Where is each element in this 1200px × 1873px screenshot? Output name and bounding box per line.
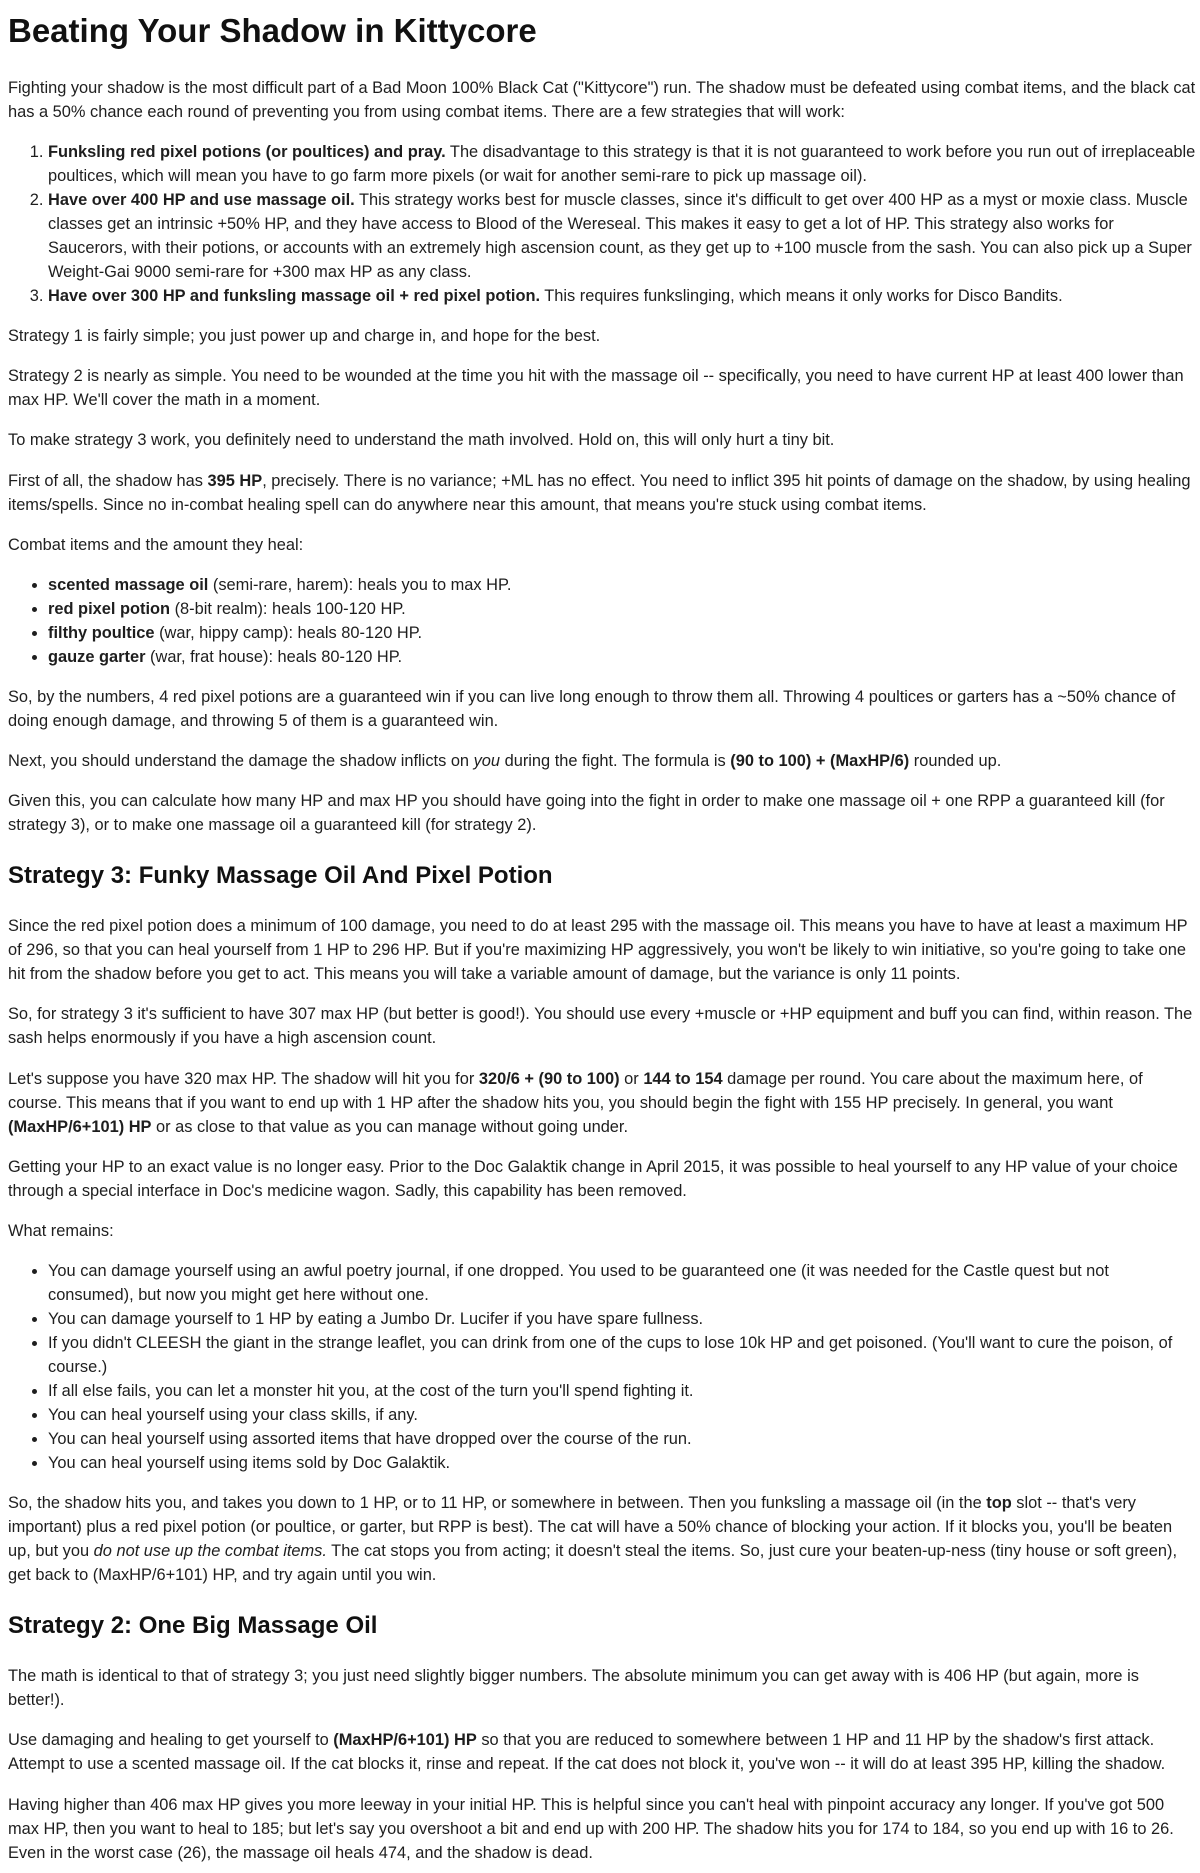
- strategy2-leeway: Having higher than 406 max HP gives you more leeway in your initial HP. This is helpful since you can't heal with pinpoint accuracy any longer. If you've got 500 max HP, then you want to heal to 185; but let's say you overshoot a bit and end up with 200 HP. The shadow hits you for 174 to 184, so you end up with 16 to 26. Even in the worst case (26), the massage oil heals 474, and the shadow is dead.: [8, 1795, 1174, 1862]
- strategy1-note: Strategy 1 is fairly simple; you just power up and charge in, and hope for the best.: [8, 326, 601, 345]
- procedure-text: So, the shadow hits you, and takes you down to 1 HP, or to 11 HP, or somewhere in between. Then you funksling a massage oil (in the: [8, 1494, 987, 1513]
- example-target-hp: (MaxHP/6+101) HP: [8, 1117, 152, 1136]
- strategy-detail: This requires funkslinging, which means it only works for Disco Bandits.: [540, 286, 1063, 305]
- combat-item: [48, 645, 1196, 669]
- combat-item: [48, 621, 1196, 645]
- example-text: damage per round. You care about the maximum here, of course. This means that if you want to end up with 1 HP after the shadow hits you, you should begin the fight with 155 HP precisely. In general, you want: [8, 1069, 1143, 1112]
- damage-formula: (90 to 100) + (MaxHP/6): [730, 752, 910, 771]
- damage-formula-paragraph: [8, 749, 1196, 773]
- strategy3-example: [8, 1067, 1196, 1139]
- combat-item-name: filthy poultice: [48, 623, 155, 642]
- damage-formula-emphasis: you: [473, 752, 501, 771]
- combat-item: [48, 597, 1196, 621]
- combat-item-name: gauze garter: [48, 647, 146, 666]
- strategy2-note: Strategy 2 is nearly as simple. You need to be wounded at the time you hit with the massage oil -- specifically, you need to have current HP at least 400 lower than max HP. We'll cover the math in a moment.: [8, 367, 1184, 410]
- strategy-detail: This strategy works best for muscle classes, since it's difficult to get over 400 HP as a myst or moxie class. Muscle classes get an intrinsic +50% HP, and they have access to Blood of the Wereseal. This makes it easy to get a lot of HP. This strategy also works for Saucerors, with their potions, or accounts with an extremely high ascension count, as they get up to +100 muscle from the sash. You can also pick up a Super Weight-Gai 9000 semi-rare for +300 max HP as any class.: [48, 190, 1192, 281]
- combat-item: [48, 573, 1196, 597]
- strategy-summary: Have over 400 HP and use massage oil.: [48, 190, 355, 209]
- hp-option: • You can heal yourself using your class skills, if any.: [48, 1403, 1196, 1427]
- example-text: or: [619, 1069, 644, 1088]
- damage-formula-text-middle: during the fight. The formula is: [500, 752, 731, 771]
- combat-item-name: scented massage oil: [48, 575, 209, 594]
- procedure-text: Use damaging and healing to get yourself to: [8, 1731, 334, 1750]
- combat-item-detail: (8-bit realm): heals 100-120 HP.: [170, 599, 406, 618]
- hp-option: • You can heal yourself using items sold by Doc Galaktik.: [48, 1451, 1196, 1475]
- example-calc: 320/6 + (90 to 100): [478, 1069, 620, 1088]
- combat-item-detail: (war, hippy camp): heals 80-120 HP.: [154, 623, 423, 642]
- strategy-item-2: [48, 188, 1196, 284]
- page-title: Beating Your Shadow in Kittycore: [8, 12, 537, 49]
- shadow-hp-text-before: First of all, the shadow has: [8, 471, 208, 490]
- strategy2-procedure: [8, 1728, 1196, 1776]
- strategy-item-3: [48, 284, 1196, 308]
- strategy-list: [8, 140, 1196, 308]
- hp-option: • If you didn't CLEESH the giant in the strange leaflet, you can drink from one of the cups to lose 10k HP and get poisoned. (You'll want to cure the poison, of course.): [48, 1331, 1196, 1379]
- procedure-text: slot -- that's very important) plus a red pixel potion (or poultice, or garter, but RPP is best). The cat will have a 50% chance of blocking your action. If it blocks you, you'll be beaten up, but you: [8, 1494, 1173, 1561]
- strategy3-procedure: [8, 1491, 1196, 1587]
- numbers-summary: So, by the numbers, 4 red pixel potions are a guaranteed win if you can live long enough to throw them all. Throwing 4 poultices or garters has a ~50% chance of doing enough damage, and throwing 5 of them is a guaranteed win.: [8, 688, 1176, 731]
- hp-option: • You can damage yourself to 1 HP by eating a Jumbo Dr. Lucifer if you have spare fullness.: [48, 1307, 1196, 1331]
- hp-option: • You can damage yourself using an awful poetry journal, if one dropped. You used to be guaranteed one (it was needed for the Castle quest but not consumed), but now you might get here without one.: [48, 1259, 1196, 1307]
- strategy2-heading: Strategy 2: One Big Massage Oil: [8, 1611, 378, 1639]
- remains-intro: What remains:: [8, 1222, 114, 1240]
- strategy3-minimum: Since the red pixel potion does a minimum of 100 damage, you need to do at least 295 with the massage oil. This means you have to have at least a maximum HP of 296, so that you can heal yourself from 1 HP to 296 HP. But if you're maximizing HP aggressively, you won't be likely to win initiative, so you're going to take one hit from the shadow before you get to act. This means you will take a variable amount of damage, but the variance is only 11 points.: [8, 917, 1188, 984]
- procedure-text: so that you are reduced to somewhere between 1 HP and 11 HP by the shadow's first attack. Attempt to use a scented massage oil. If the cat blocks it, rinse and repeat. If the cat does not block it, you've won -- it will do at least 395 HP, killing the shadow.: [8, 1731, 1166, 1774]
- combat-item-name: red pixel potion: [48, 599, 171, 618]
- hp-options-list: [8, 1259, 1196, 1475]
- intro-paragraph: Fighting your shadow is the most difficult part of a Bad Moon 100% Black Cat ("Kittycore") run. The shadow must be defeated using combat items, and the black cat has a 50% chance each round of preventing you from using combat items. There are a few strategies that will work:: [8, 78, 1196, 121]
- combat-items-list: [8, 573, 1196, 669]
- strategy2-minimum: The math is identical to that of strategy 3; you just need slightly bigger numbers. The absolute minimum you can get away with is 406 HP (but again, more is better!).: [8, 1667, 1139, 1710]
- shadow-hp-value: 395 HP: [207, 471, 263, 490]
- hp-option: • If all else fails, you can let a monster hit you, at the cost of the turn you'll spend fighting it.: [48, 1379, 1196, 1403]
- hp-option: • You can heal yourself using assorted items that have dropped over the course of the run.: [48, 1427, 1196, 1451]
- shadow-hp-text-after: , precisely. There is no variance; +ML has no effect. You need to inflict 395 hit points of damage on the shadow, by using healing items/spells. Since no in-combat healing spell can do anywhere near this amount, that means you're stuck using combat items.: [8, 471, 1191, 514]
- exact-hp-paragraph: Getting your HP to an exact value is no longer easy. Prior to the Doc Galaktik change in April 2015, it was possible to heal yourself to any HP value of your choice through a special interface in Doc's medicine wagon. Sadly, this capability has been removed.: [8, 1157, 1178, 1200]
- example-text: Let's suppose you have 320 max HP. The shadow will hit you for: [8, 1069, 479, 1088]
- strategy3-heading: Strategy 3: Funky Massage Oil And Pixel Potion: [8, 861, 553, 889]
- strategy3-sufficient: So, for strategy 3 it's sufficient to have 307 max HP (but better is good!). You should use every +muscle or +HP equipment and buff you can find, within reason. The sash helps enormously if you have a high ascension count.: [8, 1005, 1193, 1048]
- combat-item-detail: (semi-rare, harem): heals you to max HP.: [208, 575, 512, 594]
- example-range: 144 to 154: [643, 1069, 723, 1088]
- strategy-item-1: [48, 140, 1196, 188]
- damage-formula-text-after: rounded up.: [909, 752, 1002, 771]
- strategy-summary: Have over 300 HP and funksling massage oil + red pixel potion.: [48, 286, 541, 305]
- calculation-note: Given this, you can calculate how many HP and max HP you should have going into the fight in order to make one massage oil + one RPP a guaranteed kill (for strategy 3), or to make one massage oil a guaranteed kill (for strategy 2).: [8, 792, 1165, 835]
- combat-item-detail: (war, frat house): heals 80-120 HP.: [145, 647, 403, 666]
- combat-items-intro: Combat items and the amount they heal:: [8, 535, 304, 554]
- example-text: or as close to that value as you can manage without going under.: [151, 1117, 629, 1136]
- procedure-target-hp: (MaxHP/6+101) HP: [333, 1731, 477, 1750]
- procedure-slot: top: [986, 1494, 1012, 1513]
- damage-formula-text-before: Next, you should understand the damage the shadow inflicts on: [8, 752, 474, 771]
- procedure-text: The cat stops you from acting; it doesn't steal the items. So, just cure your beaten-up-ness (tiny house or soft green), get back to (MaxHP/6+101) HP, and try again until you win.: [8, 1542, 1178, 1585]
- strategy3-note: To make strategy 3 work, you definitely need to understand the math involved. Hold on, this will only hurt a tiny bit.: [8, 431, 835, 450]
- strategy-summary: Funksling red pixel potions (or poultices) and pray.: [48, 142, 446, 161]
- procedure-emphasis: do not use up the combat items.: [93, 1542, 327, 1561]
- shadow-hp-paragraph: [8, 469, 1196, 517]
- strategy-detail: The disadvantage to this strategy is that it is not guaranteed to work before you run out of irreplaceable poultices, which will mean you have to go farm more pixels (or wait for another semi-rare to pick up massage oil).: [48, 142, 1196, 185]
